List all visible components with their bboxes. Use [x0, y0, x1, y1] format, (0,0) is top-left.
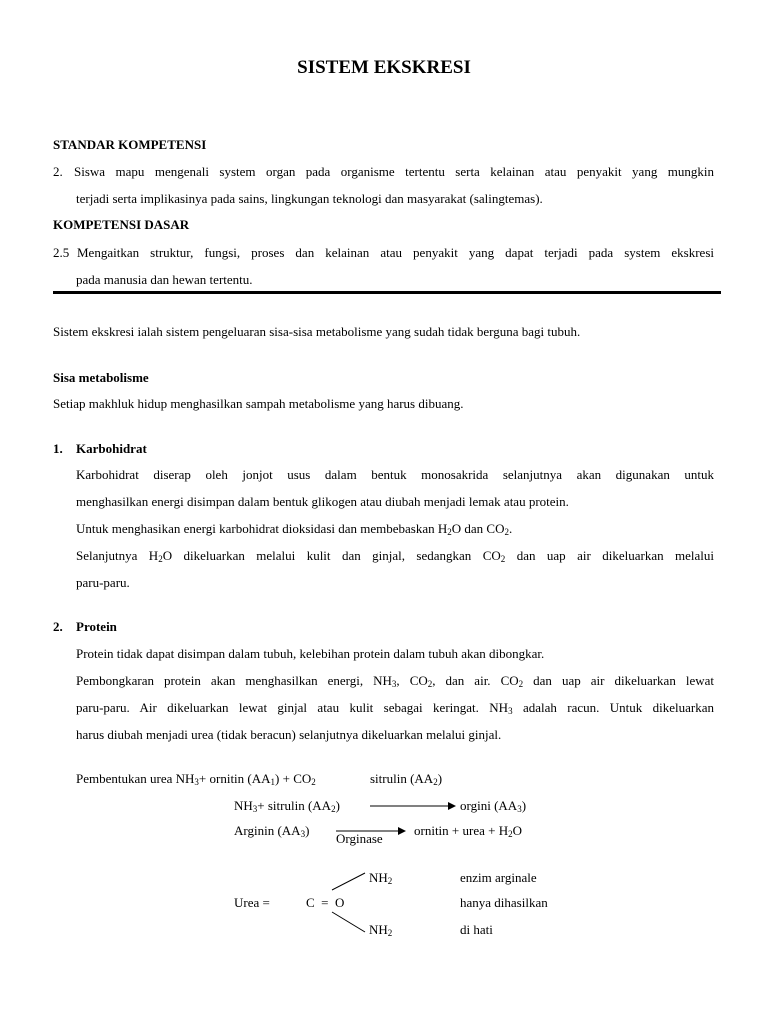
- urea-note-1: enzim arginale: [460, 870, 537, 885]
- page-title: SISTEM EKSKRESI: [297, 57, 471, 78]
- karbohidrat-number: 1.: [53, 441, 63, 456]
- karbohidrat-p1-line2: menghasilkan energi disimpan dalam bentuk glikogen atau diubah menjadi lemak atau protein.: [76, 494, 569, 509]
- karbohidrat-p3-line1: Selanjutnya $H_2O$ dikeluarkan melalui kulit dan ginjal, sedangkan $CO_2$ dan uap air dikeluarkan melalui: [76, 548, 714, 564]
- standar-line-1: Siswa mapu mengenali system organ pada organisme tertentu serta kelainan atau penyakit yang mungkin: [74, 164, 714, 179]
- reaction-3-reactant: Arginin $(AA_3)$: [234, 823, 310, 839]
- protein-heading: Protein: [76, 619, 117, 634]
- section-divider: [53, 291, 721, 294]
- urea-note-3: di hati: [460, 922, 493, 937]
- standar-line-2: terjadi serta implikasinya pada sains, lingkungan teknologi dan masyarakat (salingtemas).: [76, 191, 543, 206]
- urea-label: Urea =: [234, 895, 270, 910]
- reaction-1-product: sitrulin $(AA_2)$: [370, 771, 443, 787]
- urea-note-2: hanya dihasilkan: [460, 895, 548, 910]
- karbohidrat-p2: Untuk menghasikan energi karbohidrat dioksidasi dan membebaskan $H_2O$ dan $CO_2$.: [76, 521, 513, 537]
- standar-kompetensi-heading: STANDAR KOMPETENSI: [53, 137, 207, 152]
- reaction-2-reactants: $NH_3+$ sitrulin $(AA_2)$: [234, 798, 340, 814]
- protein-p2-line3: harus diubah menjadi urea (tidak beracun) selanjutnya dikeluarkan melalui ginjal.: [76, 727, 502, 742]
- karbohidrat-heading: Karbohidrat: [76, 441, 147, 456]
- karbohidrat-p3-line2: paru-paru.: [76, 575, 130, 590]
- kompetensi-dasar-heading: KOMPETENSI DASAR: [53, 217, 190, 232]
- dasar-line-2: pada manusia dan hewan tertentu.: [76, 272, 253, 287]
- dasar-line-1: Mengaitkan struktur, fungsi, proses dan kelainan atau penyakit yang dapat terjadi pada system ekskresi: [77, 245, 714, 260]
- reaction-3-enzyme: Orginase: [336, 831, 383, 846]
- reaction-1-reactants: Pembentukan urea $NH_3+$ ornitin $(AA_1) + CO_2$: [76, 771, 316, 787]
- sisa-metabolisme-heading: Sisa metabolisme: [53, 370, 149, 385]
- urea-carbonyl: C = O: [306, 895, 345, 910]
- reaction-2-arrow: [370, 800, 456, 812]
- protein-p1: Protein tidak dapat disimpan dalam tubuh, kelebihan protein dalam tubuh akan dibongkar.: [76, 646, 545, 661]
- intro-paragraph: Sistem ekskresi ialah sistem pengeluaran sisa-sisa metabolisme yang sudah tidak berguna bagi tubuh.: [53, 324, 581, 339]
- karbohidrat-p1-line1: Karbohidrat diserap oleh jonjot usus dalam bentuk monosakrida selanjutnya akan digunakan untuk: [76, 467, 714, 482]
- protein-p2-line2: paru-paru. Air dikeluarkan lewat ginjal atau kulit sebagai keringat. $NH_3$ adalah racun. Untuk dikeluarkan: [76, 700, 715, 716]
- protein-number: 2.: [53, 619, 63, 634]
- sisa-metabolisme-text: Setiap makhluk hidup menghasilkan sampah metabolisme yang harus dibuang.: [53, 396, 464, 411]
- standar-number: 2.: [53, 164, 63, 179]
- urea-nh2-bottom: $NH_2$: [369, 922, 393, 938]
- dasar-number: 2.5: [53, 245, 70, 260]
- reaction-3-product: ornitin + urea + $H_2O$: [414, 823, 522, 839]
- urea-nh2-top: $NH_2$: [369, 870, 393, 886]
- reaction-2-product: orgini $(AA_3)$: [460, 798, 527, 814]
- protein-p2-line1: Pembongkaran protein akan menghasilkan energi, $NH_3$, $CO_2$, dan air. $CO_2$ dan uap air dikeluarkan lewat: [76, 673, 715, 689]
